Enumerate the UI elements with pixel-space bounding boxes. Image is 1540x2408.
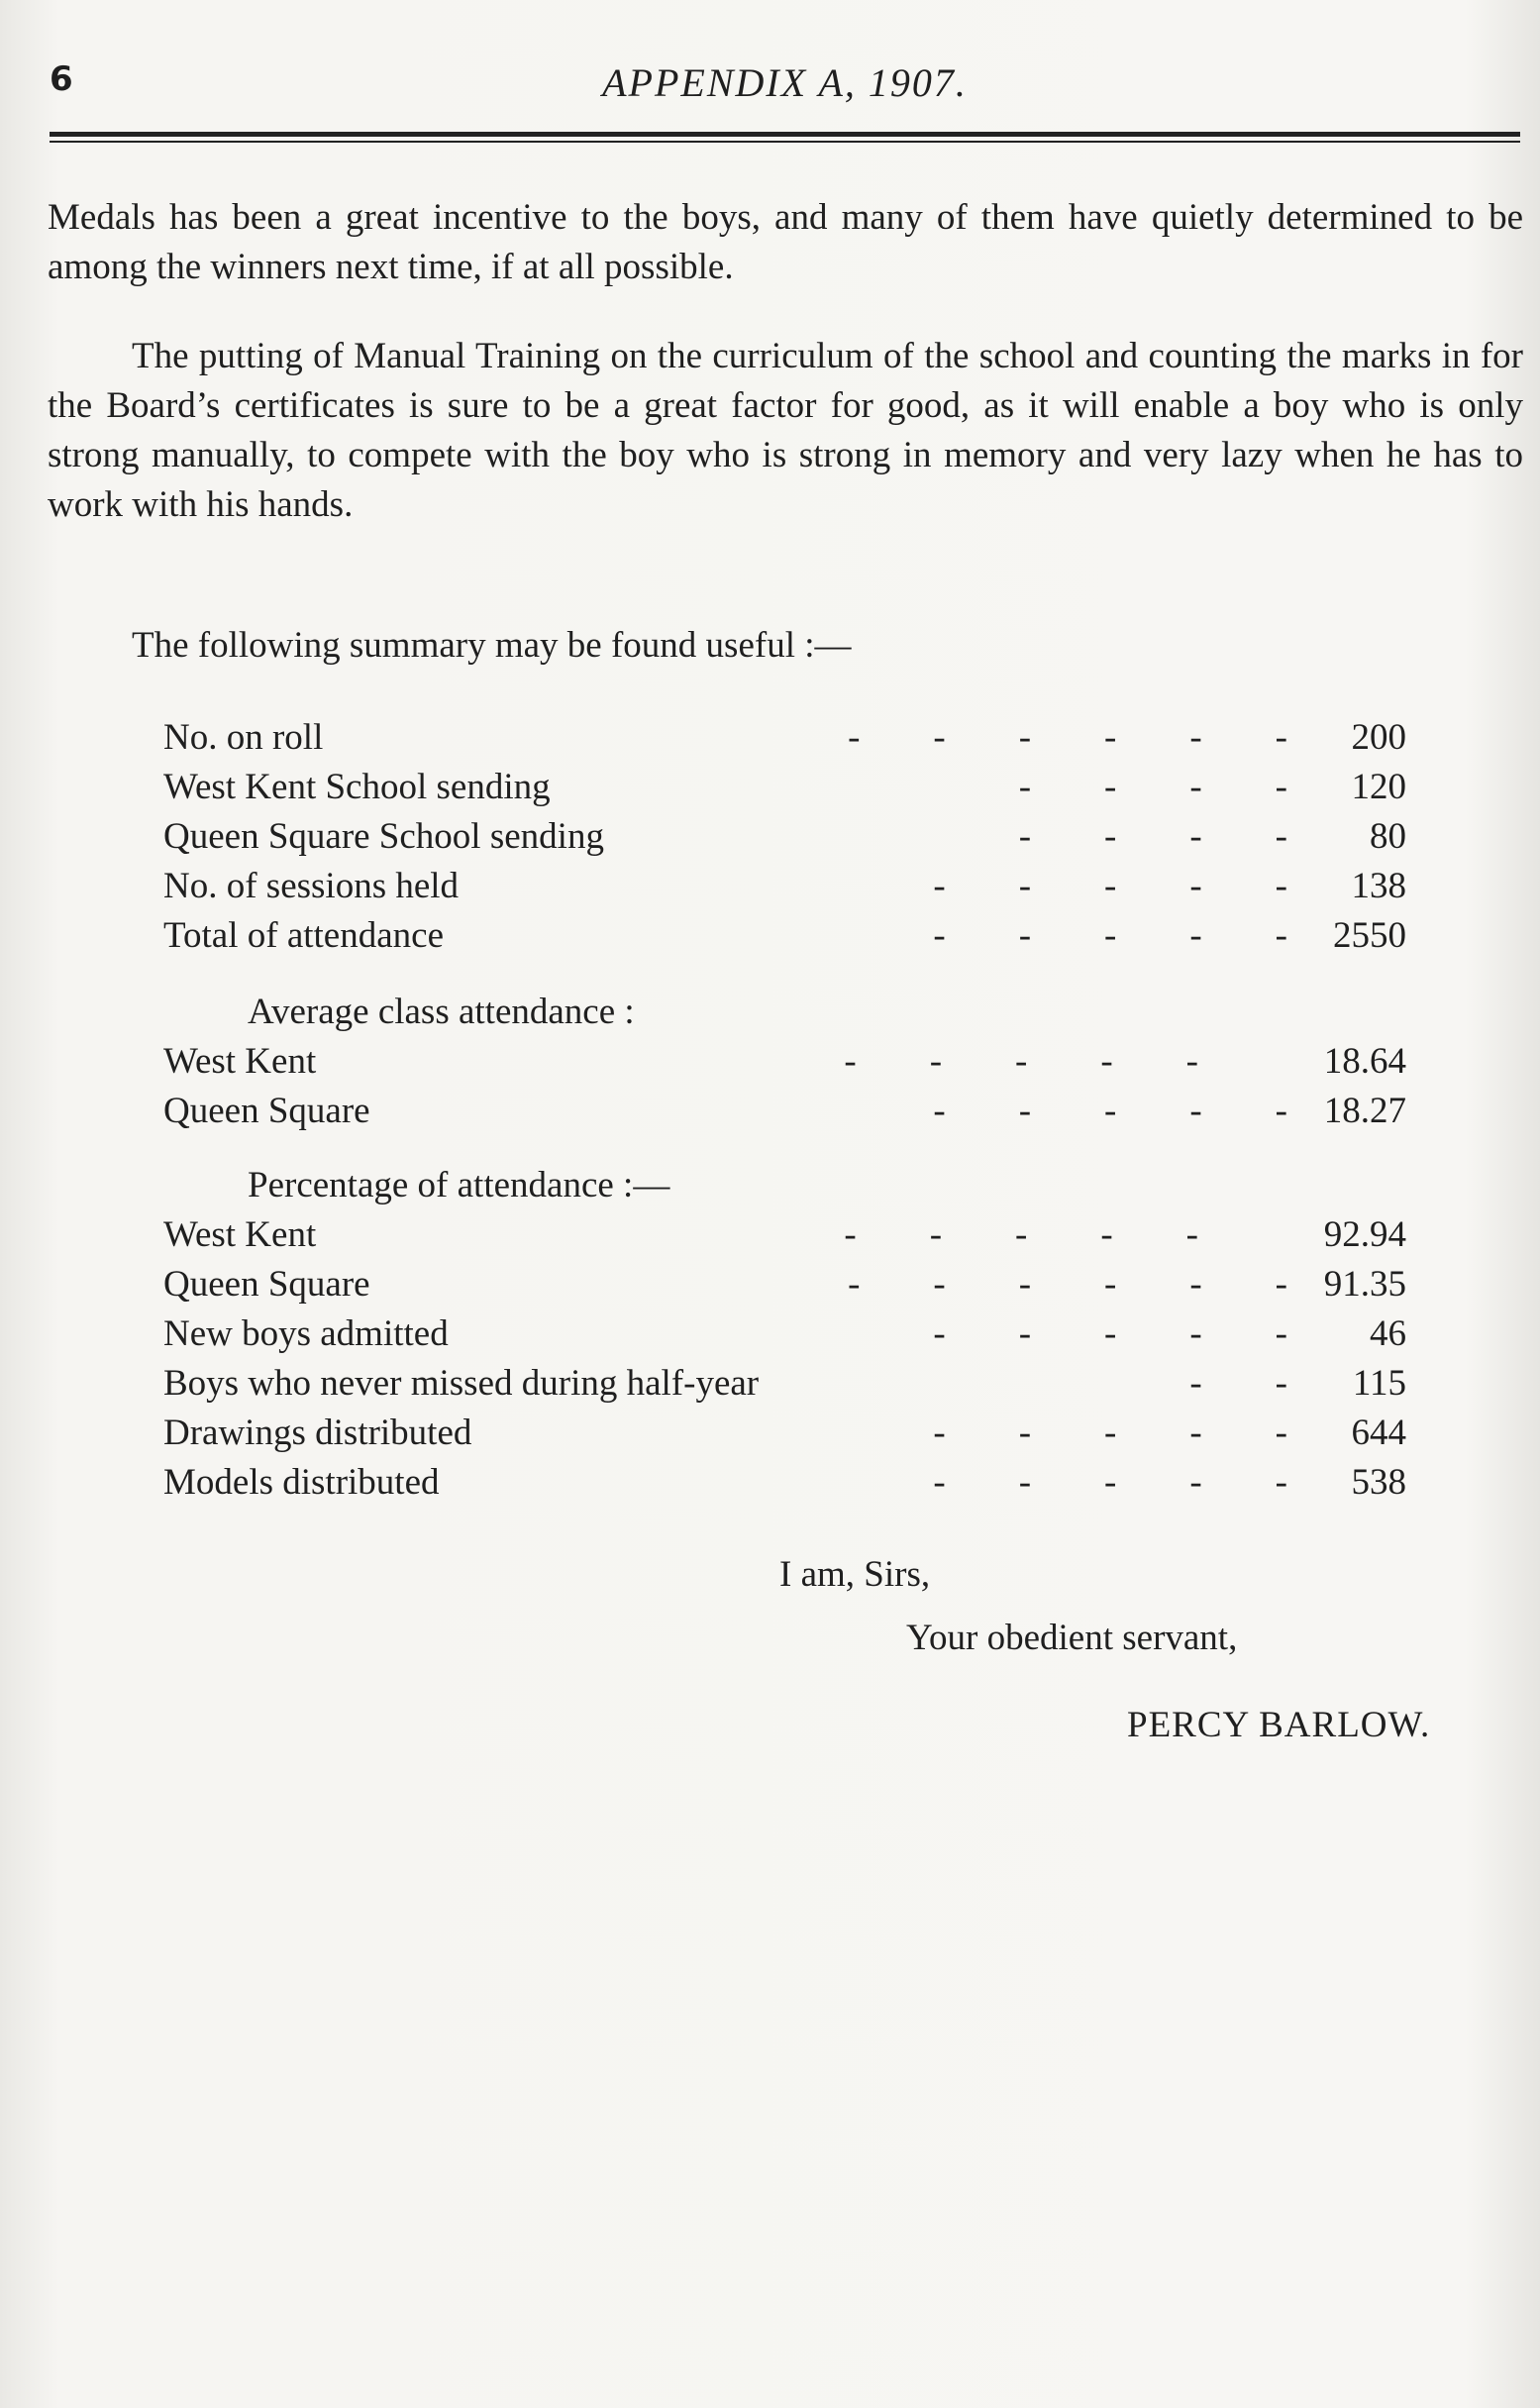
leader-dashes: - - - -: [1018, 816, 1287, 857]
row-label: West Kent: [163, 1214, 317, 1255]
row-label: New boys admitted: [163, 1313, 449, 1354]
row-value: 115: [1352, 1363, 1406, 1404]
row-value: 138: [1351, 866, 1406, 906]
summary-row: [163, 1213, 1406, 1263]
header-rule-thick: [50, 132, 1520, 137]
paragraph-3: The following summary may be found useful :—: [132, 625, 852, 666]
row-label: No. on roll: [163, 717, 324, 758]
row-label: Boys who never missed during half-year: [163, 1363, 760, 1404]
summary-row: [163, 1263, 1406, 1312]
row-value: 92.94: [1323, 1214, 1406, 1255]
leader-dashes: - - - - -: [933, 915, 1287, 956]
page-number: 6: [50, 59, 73, 99]
row-label: Queen Square: [163, 1264, 370, 1305]
running-title: APPENDIX A, 1907.: [602, 60, 968, 105]
leader-dashes: - - - -: [1018, 767, 1287, 807]
row-label: Queen Square: [163, 1091, 370, 1131]
leader-dashes: - - - - - -: [848, 717, 1287, 758]
leader-dashes: - - - - -: [933, 1091, 1287, 1131]
row-label: Queen Square School sending: [163, 816, 604, 857]
summary-row: [163, 766, 1406, 815]
row-value: 538: [1351, 1462, 1406, 1503]
leader-dashes: - - - - -: [933, 1313, 1287, 1354]
average-heading: Average class attendance :: [248, 992, 635, 1032]
summary-row: [163, 1412, 1406, 1461]
row-value: 80: [1370, 816, 1406, 857]
summary-row: [163, 716, 1406, 766]
row-label: Models distributed: [163, 1462, 440, 1503]
closing-servant: Your obedient servant,: [906, 1618, 1238, 1658]
summary-row: [163, 1090, 1406, 1139]
row-value: 200: [1351, 717, 1406, 758]
summary-row: [163, 914, 1406, 964]
page-header: [50, 59, 1520, 119]
paragraph-2: The putting of Manual Training on the curriculum of the school and counting the marks in for the Board’s certificates is sure to be a great factor for good, as it will enable a boy who is only strong manually, to compete with the boy who is strong in memory and very lazy when he has to work with his hands.: [48, 336, 1523, 525]
row-value: 18.64: [1323, 1041, 1406, 1082]
row-label: West Kent School sending: [163, 767, 551, 807]
percentage-heading: Percentage of attendance :—: [248, 1165, 670, 1205]
paragraph-1: Medals has been a great incentive to the boys, and many of them have quietly determined to be among the winners next time, if at all possible.: [48, 197, 1523, 287]
leader-dashes: - - - - -: [933, 1413, 1287, 1453]
summary-row: [163, 1040, 1406, 1090]
leader-dashes: - - - - -: [933, 866, 1287, 906]
row-value: 91.35: [1323, 1264, 1406, 1305]
leader-dashes: - -: [1189, 1363, 1287, 1404]
leader-dashes: - - - - -: [844, 1214, 1198, 1255]
summary-row: [163, 1362, 1406, 1412]
leader-dashes: - - - - - -: [848, 1264, 1287, 1305]
row-label: West Kent: [163, 1041, 317, 1082]
leader-dashes: - - - - -: [933, 1462, 1287, 1503]
row-label: No. of sessions held: [163, 866, 460, 906]
signature: PERCY BARLOW.: [1127, 1705, 1431, 1745]
summary-row: [163, 1312, 1406, 1362]
header-rule-thin: [50, 141, 1520, 143]
row-value: 644: [1351, 1413, 1406, 1453]
row-value: 120: [1351, 767, 1406, 807]
row-value: 18.27: [1323, 1091, 1406, 1131]
closing-salutation: I am, Sirs,: [779, 1554, 931, 1595]
leader-dashes: - - - - -: [844, 1041, 1198, 1082]
summary-row: [163, 865, 1406, 914]
row-label: Drawings distributed: [163, 1413, 472, 1453]
summary-row: [163, 1461, 1406, 1511]
summary-row: [163, 815, 1406, 865]
row-value: 46: [1370, 1313, 1406, 1354]
row-value: 2550: [1333, 915, 1406, 956]
row-label: Total of attendance: [163, 915, 444, 956]
